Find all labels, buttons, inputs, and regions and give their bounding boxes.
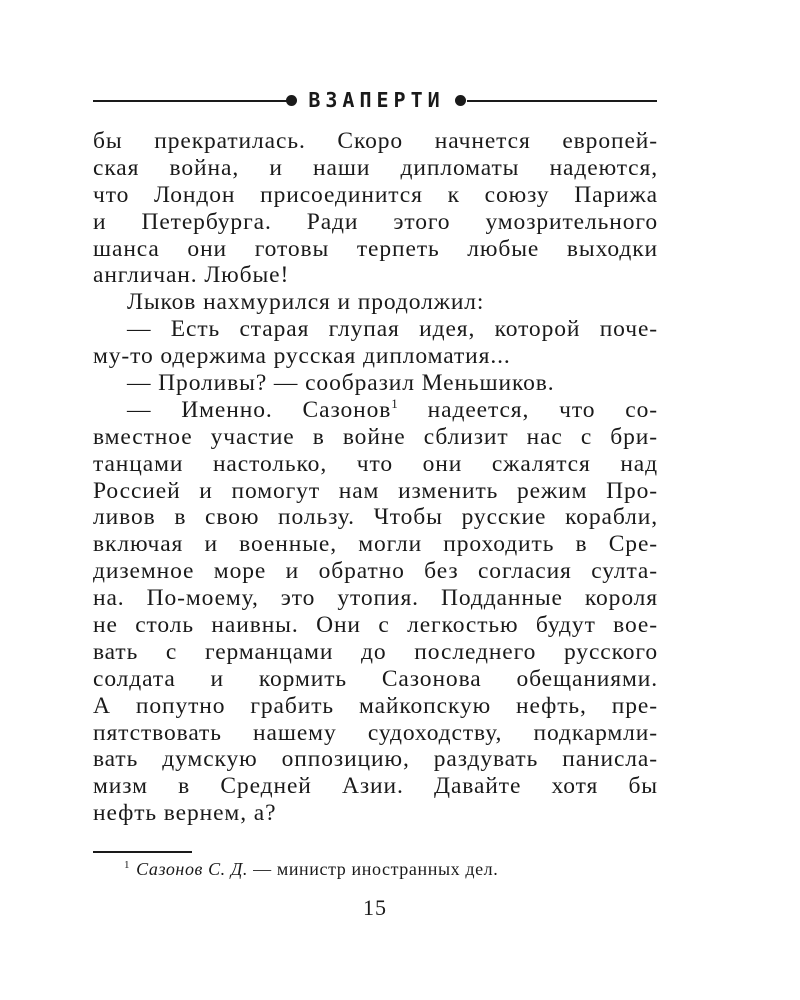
running-header-title: ВЗАПЕРТИ (308, 88, 445, 112)
header-rule-left (93, 100, 289, 102)
text-line: Россией и помогут нам изменить режим Про- (93, 477, 658, 504)
text-fragment: надеется, что со- (427, 396, 658, 423)
text-line-with-footnote (93, 397, 658, 424)
running-header (93, 86, 657, 116)
text-line: англичан. Любые! (93, 262, 290, 289)
footnote-reference[interactable]: 1 (391, 395, 398, 411)
text-line: танцами настолько, что они сжалятся над (93, 450, 658, 477)
text-fragment: — Именно. Сазонов (127, 396, 392, 423)
text-line: — Проливы? — сообразил Меньшиков. (127, 370, 555, 397)
footnote (124, 857, 644, 881)
text-line: включая и военные, могли проходить в Сре- (93, 531, 658, 558)
header-dot-left (286, 95, 297, 106)
page-number: 15 (363, 895, 387, 920)
text-line: ливов в свою пользу. Чтобы русские корабли, (93, 504, 658, 531)
body-text (93, 128, 658, 827)
text-line: му-то одержима русская дипломатия... (93, 343, 511, 370)
text-line: вместное участие в войне сблизит нас с бри- (93, 423, 658, 450)
header-rule-right (467, 100, 657, 102)
text-line: солдата и кормить Сазонова обещаниями. (93, 665, 658, 692)
text-line: А попутно грабить майкопскую нефть, пре- (93, 692, 658, 719)
text-line: бы прекратилась. Скоро начнется европей- (93, 128, 658, 154)
footnote-number: 1 (124, 859, 131, 871)
text-line: и Петербурга. Ради этого умозрительного (93, 208, 658, 235)
text-line: Лыков нахмурился и продолжил: (127, 289, 485, 316)
text-line: мизм в Средней Азии. Давайте хотя бы (93, 773, 658, 800)
text-line: пятствовать нашему судоходству, подкармли- (93, 719, 658, 746)
text-line: что Лондон присоединится к союзу Парижа (93, 181, 658, 208)
text-line: вать с германцами до последнего русского (93, 638, 658, 665)
footnote-separator (93, 851, 192, 853)
footnote-text: — министр иностранных дел. (248, 859, 499, 879)
footnote-name: Сазонов С. Д. (136, 859, 249, 879)
text-line: шанса они готовы терпеть любые выходки (93, 235, 658, 262)
text-line: на. По-моему, это утопия. Подданные короля (93, 585, 658, 612)
text-line: вать думскую оппозицию, раздувать панисла- (93, 746, 658, 773)
text-line: диземное море и обратно без согласия султа- (93, 558, 658, 585)
text-line: не столь наивны. Они с легкостью будут вое- (93, 612, 658, 639)
text-line: ская война, и наши дипломаты надеются, (93, 154, 658, 181)
text-line: — Есть старая глупая идея, которой поче- (127, 316, 658, 343)
text-line: нефть вернем, а? (93, 800, 277, 827)
header-dot-right (455, 95, 466, 106)
